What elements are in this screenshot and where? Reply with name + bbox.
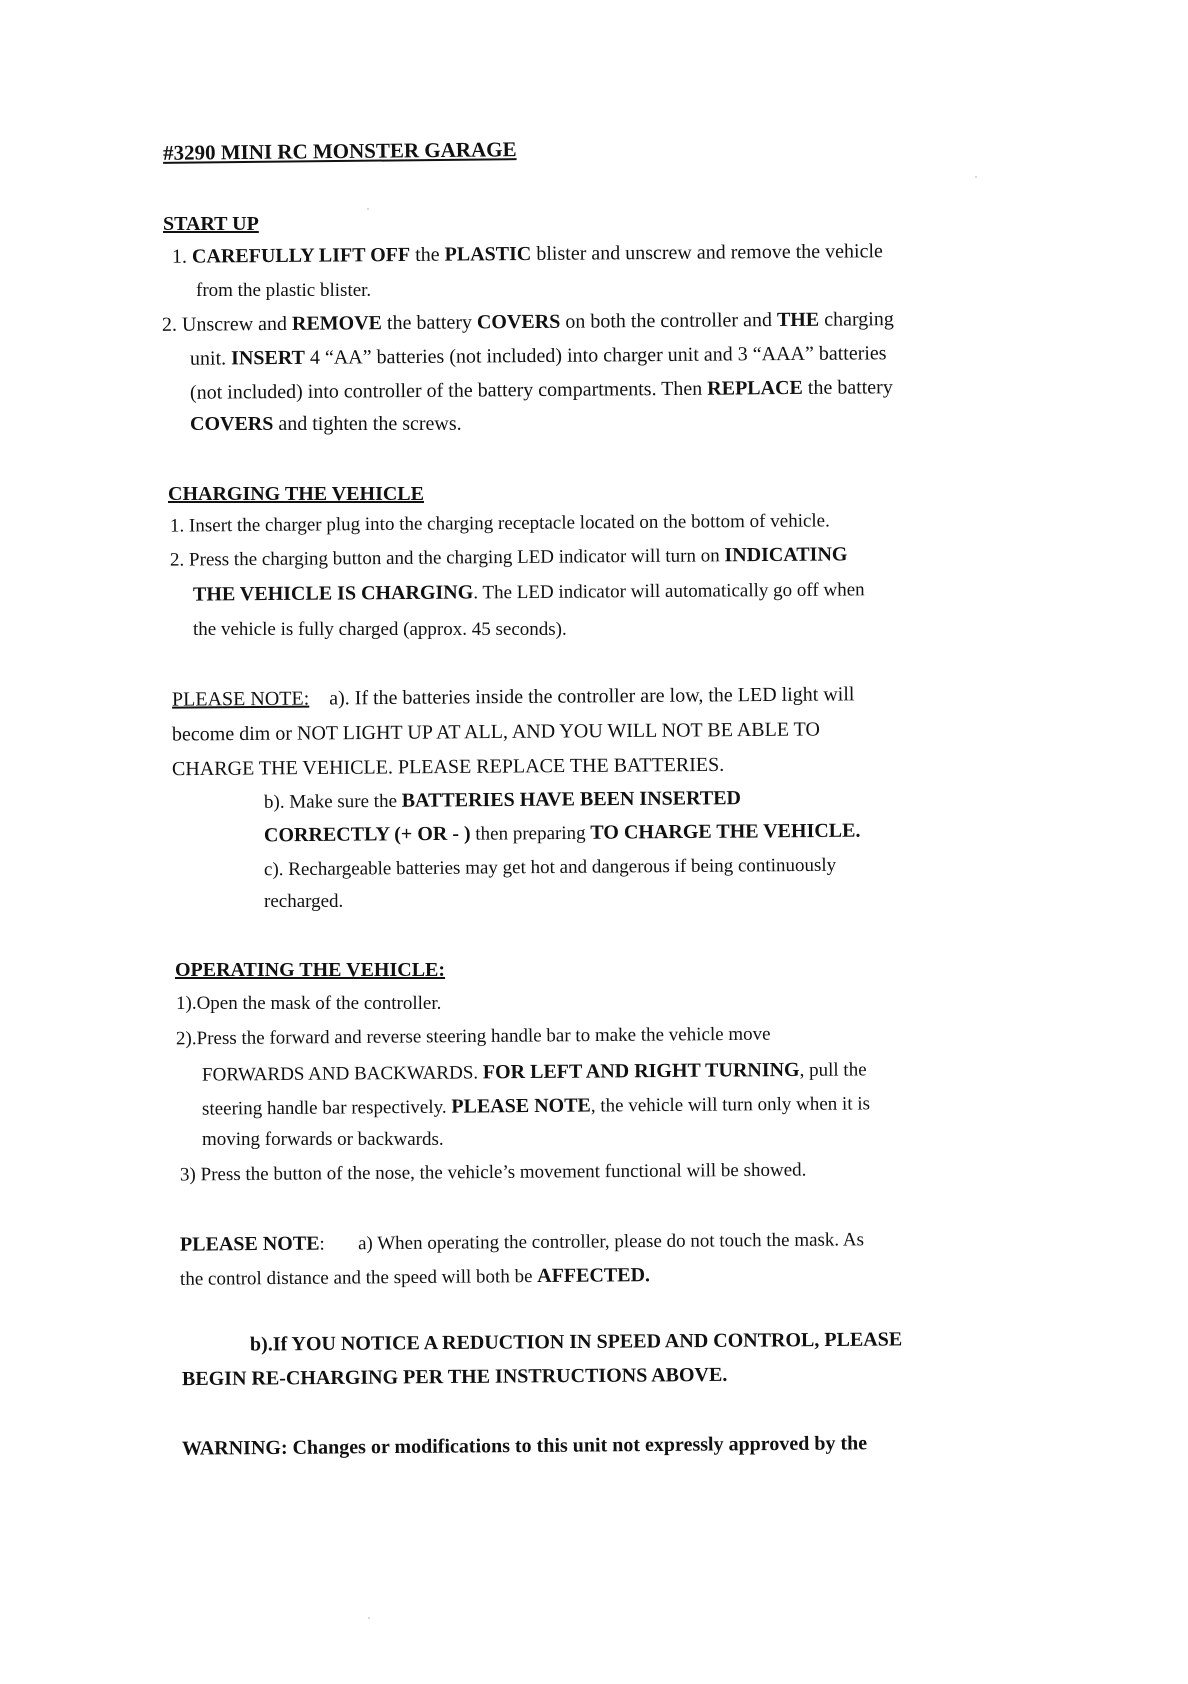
start-up-item-1-line-1: 1. CAREFULLY LIFT OFF the PLASTIC blister and unscrew and remove the vehicle bbox=[171, 240, 883, 268]
note-1-c-line-1: c). Rechargeable batteries may get hot and dangerous if being continuously bbox=[263, 854, 837, 881]
note-1-line-1: PLEASE NOTE: a). If the batteries inside the controller are low, the LED light will bbox=[171, 683, 855, 711]
operating-item-2-line-2: FORWARDS AND BACKWARDS. FOR LEFT AND RIGHT TURNING, pull the bbox=[201, 1058, 867, 1086]
note-2-line-1: PLEASE NOTE: a) When operating the controller, please do not touch the mask. As bbox=[179, 1229, 865, 1256]
note-1-b-line-1: b). Make sure the BATTERIES HAVE BEEN INSERTED bbox=[263, 787, 742, 813]
operating-item-2-line-1: 2).Press the forward and reverse steering handle bar to make the vehicle move bbox=[175, 1023, 771, 1050]
note-1-line-3: CHARGE THE VEHICLE. PLEASE REPLACE THE BATTERIES. bbox=[171, 753, 725, 781]
note-2-b-line-1: b).If YOU NOTICE A REDUCTION IN SPEED AND CONTROL, PLEASE bbox=[249, 1328, 903, 1356]
start-up-heading: START UP bbox=[163, 213, 259, 235]
charging-item-2-line-1: 2. Press the charging button and the charging LED indicator will turn on INDICATING bbox=[169, 543, 848, 571]
note-2-label: PLEASE NOTE bbox=[179, 1232, 320, 1256]
warning-line: WARNING: Changes or modifications to this unit not expressly approved by the bbox=[181, 1432, 868, 1460]
scan-speck bbox=[367, 208, 369, 210]
charging-item-2-line-2: THE VEHICLE IS CHARGING. The LED indicator will automatically go off when bbox=[192, 579, 865, 606]
start-up-item-2-line-1: 2. Unscrew and REMOVE the battery COVERS on both the controller and THE charging bbox=[161, 308, 894, 336]
charging-item-1: 1. Insert the charger plug into the charging receptacle located on the bottom of vehicle. bbox=[169, 510, 830, 537]
start-up-item-2-line-2: unit. INSERT 4 “AA” batteries (not included) into charger unit and 3 “AAA” batteries bbox=[189, 342, 887, 370]
note-2-line-2: the control distance and the speed will both be AFFECTED. bbox=[179, 1264, 651, 1290]
scan-speck bbox=[975, 176, 977, 178]
start-up-item-2-line-4: COVERS and tighten the screws. bbox=[190, 413, 462, 435]
operating-item-3: 3) Press the button of the nose, the vehicle’s movement functional will be showed. bbox=[179, 1159, 807, 1186]
operating-item-2-line-4: moving forwards or backwards. bbox=[202, 1129, 444, 1150]
note-1-b-line-2: CORRECTLY (+ OR - ) then preparing TO CHARGE THE VEHICLE. bbox=[263, 819, 861, 847]
note-1-label: PLEASE NOTE: bbox=[171, 687, 310, 711]
note-1-c-line-2: recharged. bbox=[264, 891, 344, 912]
charging-heading: CHARGING THE VEHICLE bbox=[168, 483, 424, 505]
note-2-b-line-2: BEGIN RE-CHARGING PER THE INSTRUCTIONS ABOVE. bbox=[181, 1363, 728, 1391]
charging-item-2-line-3: the vehicle is fully charged (approx. 45 seconds). bbox=[193, 619, 567, 640]
document-title: #3290 MINI RC MONSTER GARAGE bbox=[162, 137, 517, 165]
operating-heading: OPERATING THE VEHICLE: bbox=[175, 959, 446, 981]
start-up-item-2-line-3: (not included) into controller of the battery compartments. Then REPLACE the battery bbox=[189, 376, 893, 404]
scan-speck bbox=[368, 1617, 370, 1619]
start-up-item-1-line-2: from the plastic blister. bbox=[196, 280, 372, 301]
operating-item-2-line-3: steering handle bar respectively. PLEASE NOTE, the vehicle will turn only when it is bbox=[201, 1093, 871, 1120]
operating-item-1: 1).Open the mask of the controller. bbox=[176, 993, 442, 1014]
note-1-line-2: become dim or NOT LIGHT UP AT ALL, AND YOU WILL NOT BE ABLE TO bbox=[171, 718, 821, 746]
